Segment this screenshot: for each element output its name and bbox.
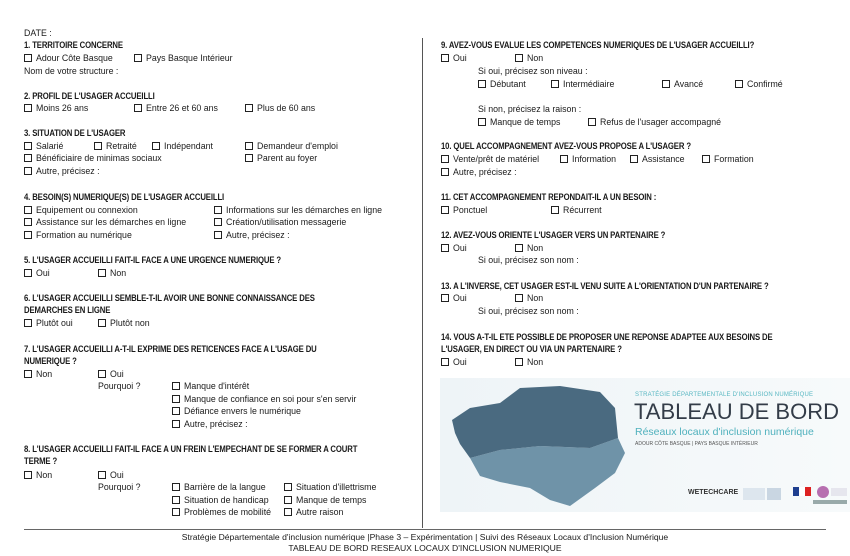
checkbox-icon[interactable]	[588, 118, 596, 126]
checkbox-option[interactable]	[134, 102, 218, 114]
checkbox-option[interactable]	[515, 52, 543, 64]
option-label: Formation au numérique	[36, 230, 132, 240]
checkbox-option[interactable]	[24, 267, 50, 279]
checkbox-option[interactable]	[24, 152, 162, 164]
option-label: Assistance sur les démarches en ligne	[36, 217, 187, 227]
q7-title-cont: NUMERIQUE ?	[24, 356, 77, 366]
checkbox-icon[interactable]	[172, 483, 180, 491]
checkbox-option[interactable]	[441, 242, 467, 254]
option-label: Informations sur les démarches en ligne	[226, 205, 382, 215]
option-label: Débutant	[490, 79, 526, 89]
option-label: Manque de confiance en soi pour s'en servir	[184, 394, 357, 404]
option-label: Non	[36, 470, 53, 480]
checkbox-icon[interactable]	[515, 294, 523, 302]
checkbox-icon[interactable]	[24, 54, 32, 62]
checkbox-icon[interactable]	[24, 471, 32, 479]
option-label: Non	[36, 369, 53, 379]
option-label: Moins 26 ans	[36, 103, 89, 113]
checkbox-icon[interactable]	[441, 358, 449, 366]
checkbox-option[interactable]	[551, 204, 602, 216]
option-label: Formation	[714, 154, 754, 164]
checkbox-option[interactable]	[441, 52, 467, 64]
footer-line-2: TABLEAU DE BORD RESEAUX LOCAUX D'INCLUSION NUMERIQUE	[288, 543, 562, 553]
q12-title: 12. AVEZ-VOUS ORIENTE L'USAGER VERS UN PARTENAIRE ?	[441, 230, 666, 240]
checkbox-option[interactable]	[24, 216, 186, 228]
checkbox-icon[interactable]	[24, 319, 32, 327]
option-label: Vente/prêt de matériel	[453, 154, 540, 164]
option-label: Non	[527, 357, 544, 367]
checkbox-option[interactable]	[24, 204, 138, 216]
banner-subtitle: Réseaux locaux d'inclusion numérique	[635, 426, 814, 438]
checkbox-icon[interactable]	[134, 54, 142, 62]
option-label: Problèmes de mobilité	[184, 507, 272, 517]
checkbox-icon[interactable]	[98, 269, 106, 277]
checkbox-icon[interactable]	[172, 382, 180, 390]
checkbox-icon[interactable]	[515, 54, 523, 62]
checkbox-option[interactable]	[24, 317, 73, 329]
q6-title-cont: DEMARCHES EN LIGNE	[24, 305, 111, 315]
checkbox-icon[interactable]	[24, 142, 32, 150]
option-label: Plus de 60 ans	[257, 103, 316, 113]
option-label: Création/utilisation messagerie	[226, 217, 347, 227]
option-label: Manque de temps	[296, 495, 367, 505]
checkbox-icon[interactable]	[94, 142, 102, 150]
checkbox-icon[interactable]	[441, 155, 449, 163]
option-label: Oui	[453, 243, 467, 253]
checkbox-option[interactable]	[245, 140, 338, 152]
checkbox-option[interactable]	[478, 78, 526, 90]
checkbox-option[interactable]	[24, 52, 113, 64]
checkbox-option[interactable]	[284, 506, 343, 518]
checkbox-icon[interactable]	[24, 231, 32, 239]
checkbox-option[interactable]	[441, 153, 539, 165]
checkbox-icon[interactable]	[152, 142, 160, 150]
option-label: Oui	[110, 470, 124, 480]
checkbox-option[interactable]	[478, 116, 560, 128]
if-yes-label: Si oui, précisez son niveau :	[478, 66, 588, 76]
checkbox-icon[interactable]	[24, 104, 32, 112]
checkbox-option[interactable]	[24, 102, 88, 114]
option-label: Autre, précisez :	[226, 230, 290, 240]
option-label: Situation d'illettrisme	[296, 482, 377, 492]
q13-title: 13. A L'INVERSE, CET USAGER EST-IL VENU SUITE A L'ORIENTATION D'UN PARTENAIRE ?	[441, 281, 769, 291]
checkbox-option[interactable]	[441, 166, 517, 178]
checkbox-icon[interactable]	[284, 483, 292, 491]
footer-divider	[24, 529, 826, 530]
option-label: Barrière de la langue	[184, 482, 266, 492]
checkbox-option[interactable]	[441, 204, 487, 216]
checkbox-option[interactable]	[172, 393, 356, 405]
partner-name-field[interactable]: Si oui, précisez son nom :	[478, 255, 579, 265]
checkbox-icon[interactable]	[441, 294, 449, 302]
checkbox-icon[interactable]	[24, 218, 32, 226]
checkbox-icon[interactable]	[662, 80, 670, 88]
checkbox-option[interactable]	[172, 418, 248, 430]
option-label: Récurrent	[563, 205, 602, 215]
checkbox-icon[interactable]	[441, 168, 449, 176]
checkbox-icon[interactable]	[98, 319, 106, 327]
banner-title: TABLEAU DE BORD	[634, 399, 839, 424]
option-label: Assistance	[642, 154, 685, 164]
banner-kicker: STRATÉGIE DÉPARTEMENTALE D'INCLUSION NUMÉRIQUE	[635, 392, 814, 398]
checkbox-option[interactable]	[172, 494, 269, 506]
checkbox-option[interactable]	[24, 368, 52, 380]
checkbox-icon[interactable]	[172, 496, 180, 504]
option-label: Non	[527, 243, 544, 253]
checkbox-option[interactable]	[515, 292, 543, 304]
column-divider	[422, 38, 423, 528]
q14-title-cont: L'USAGER, EN DIRECT OU VIA UN PARTENAIRE ?	[441, 344, 622, 354]
checkbox-option[interactable]	[560, 153, 616, 165]
checkbox-option[interactable]	[152, 140, 213, 152]
checkbox-option[interactable]	[172, 506, 271, 518]
checkbox-icon[interactable]	[214, 231, 222, 239]
checkbox-option[interactable]	[515, 356, 543, 368]
checkbox-icon[interactable]	[245, 142, 253, 150]
option-label: Autre raison	[296, 507, 344, 517]
checkbox-option[interactable]	[284, 494, 366, 506]
dashboard-banner	[440, 378, 850, 512]
option-label: Demandeur d'emploi	[257, 141, 338, 151]
checkbox-icon[interactable]	[630, 155, 638, 163]
option-label: Oui	[453, 53, 467, 63]
option-label: Ponctuel	[453, 205, 488, 215]
checkbox-option[interactable]	[214, 216, 346, 228]
checkbox-icon[interactable]	[515, 244, 523, 252]
checkbox-option[interactable]	[24, 469, 52, 481]
checkbox-icon[interactable]	[284, 496, 292, 504]
checkbox-icon[interactable]	[551, 206, 559, 214]
checkbox-option[interactable]	[245, 102, 315, 114]
why-label: Pourquoi ?	[98, 381, 141, 391]
checkbox-icon[interactable]	[284, 508, 292, 516]
option-label: Manque de temps	[490, 117, 561, 127]
checkbox-option[interactable]	[134, 52, 233, 64]
option-label: Oui	[36, 268, 50, 278]
if-no-label: Si non, précisez la raison :	[478, 104, 582, 114]
checkbox-option[interactable]	[441, 292, 467, 304]
option-label: Adour Côte Basque	[36, 53, 113, 63]
partner-logos	[743, 484, 848, 508]
checkbox-option[interactable]	[284, 481, 376, 493]
checkbox-icon[interactable]	[214, 206, 222, 214]
checkbox-icon[interactable]	[24, 154, 32, 162]
wetechcare-logo: WETECHCARE	[688, 489, 739, 496]
option-label: Oui	[110, 369, 124, 379]
checkbox-option[interactable]	[441, 356, 467, 368]
partner-logos-icon	[743, 484, 848, 506]
option-label: Autre, précisez :	[184, 419, 248, 429]
checkbox-option[interactable]	[24, 229, 132, 241]
checkbox-icon[interactable]	[245, 154, 253, 162]
checkbox-icon[interactable]	[214, 218, 222, 226]
partner-name-field[interactable]: Si oui, précisez son nom :	[478, 306, 579, 316]
checkbox-icon[interactable]	[98, 370, 106, 378]
checkbox-icon[interactable]	[24, 370, 32, 378]
option-label: Non	[110, 268, 127, 278]
checkbox-icon[interactable]	[172, 395, 180, 403]
checkbox-icon[interactable]	[560, 155, 568, 163]
checkbox-option[interactable]	[515, 242, 543, 254]
checkbox-option[interactable]	[172, 405, 301, 417]
q9-title: 9. AVEZ-VOUS EVALUE LES COMPETENCES NUMERIQUES DE L'USAGER ACCUEILLI?	[441, 40, 755, 50]
checkbox-icon[interactable]	[245, 104, 253, 112]
checkbox-option[interactable]	[245, 152, 317, 164]
checkbox-option[interactable]	[662, 78, 703, 90]
q4-title: 4. BESOIN(S) NUMERIQUE(S) DE L'USAGER ACCUEILLI	[24, 192, 225, 202]
checkbox-icon[interactable]	[24, 206, 32, 214]
checkbox-icon[interactable]	[98, 471, 106, 479]
checkbox-option[interactable]	[24, 140, 63, 152]
checkbox-icon[interactable]	[515, 358, 523, 366]
banner-territories: ADOUR CÔTE BASQUE | PAYS BASQUE INTÉRIEUR	[635, 441, 758, 447]
option-label: Indépendant	[164, 141, 213, 151]
option-label: Non	[527, 293, 544, 303]
checkbox-option[interactable]	[551, 78, 614, 90]
checkbox-icon[interactable]	[441, 54, 449, 62]
checkbox-option[interactable]	[630, 153, 685, 165]
option-label: Oui	[453, 357, 467, 367]
q1-title: 1. TERRITOIRE CONCERNE	[24, 40, 123, 50]
option-label: Autre, précisez :	[453, 167, 517, 177]
q8-title-cont: TERME ?	[24, 456, 58, 466]
q7-title: 7. L'USAGER ACCUEILLI A-T-IL EXPRIME DES RETICENCES FACE A L'USAGE DU	[24, 344, 317, 354]
checkbox-icon[interactable]	[702, 155, 710, 163]
option-label: Autre, précisez :	[36, 166, 100, 176]
checkbox-icon[interactable]	[441, 244, 449, 252]
option-label: Plutôt non	[110, 318, 150, 328]
checkbox-option[interactable]	[214, 229, 290, 241]
q14-title: 14. VOUS A-T-IL ETE POSSIBLE DE PROPOSER UNE REPONSE ADAPTEE AUX BESOINS DE	[441, 332, 773, 342]
checkbox-icon[interactable]	[478, 80, 486, 88]
option-label: Entre 26 et 60 ans	[146, 103, 218, 113]
checkbox-option[interactable]	[98, 317, 150, 329]
checkbox-icon[interactable]	[172, 508, 180, 516]
option-label: Intermédiaire	[563, 79, 615, 89]
option-label: Information	[572, 154, 617, 164]
option-label: Bénéficiaire de minimas sociaux	[36, 153, 162, 163]
option-label: Situation de handicap	[184, 495, 269, 505]
option-label: Non	[527, 53, 544, 63]
option-label: Plutôt oui	[36, 318, 73, 328]
option-label: Equipement ou connexion	[36, 205, 138, 215]
checkbox-option[interactable]	[735, 78, 783, 90]
checkbox-icon[interactable]	[551, 80, 559, 88]
option-label: Retraité	[106, 141, 137, 151]
checkbox-icon[interactable]	[735, 80, 743, 88]
footer-line-1: Stratégie Départementale d'inclusion numérique |Phase 3 – Expérimentation | Suivi des Réseaux Locaux d'Inclusion Numérique	[181, 532, 669, 542]
structure-name-field[interactable]: Nom de votre structure :	[24, 66, 119, 76]
q8-title: 8. L'USAGER ACCUEILLI FAIT-IL FACE A UN FREIN L'EMPECHANT DE SE FORMER A COURT	[24, 444, 358, 454]
checkbox-icon[interactable]	[24, 167, 32, 175]
checkbox-option[interactable]	[702, 153, 754, 165]
checkbox-icon[interactable]	[478, 118, 486, 126]
checkbox-icon[interactable]	[172, 407, 180, 415]
checkbox-option[interactable]	[98, 469, 124, 481]
checkbox-icon[interactable]	[172, 420, 180, 428]
option-label: Confirmé	[747, 79, 783, 89]
q2-title: 2. PROFIL DE L'USAGER ACCUEILLI	[24, 91, 155, 101]
checkbox-option[interactable]	[172, 380, 249, 392]
q3-title: 3. SITUATION DE L'USAGER	[24, 128, 126, 138]
checkbox-option[interactable]	[172, 481, 266, 493]
option-label: Oui	[453, 293, 467, 303]
checkbox-option[interactable]	[214, 204, 382, 216]
checkbox-option[interactable]	[98, 267, 126, 279]
option-label: Manque d'intérêt	[184, 381, 250, 391]
q6-title: 6. L'USAGER ACCUEILLI SEMBLE-T-IL AVOIR UNE BONNE CONNAISSANCE DES	[24, 293, 315, 303]
date-label: DATE :	[24, 28, 52, 38]
checkbox-option[interactable]	[588, 116, 721, 128]
checkbox-option[interactable]	[94, 140, 137, 152]
map-illustration	[440, 378, 630, 512]
q11-title: 11. CET ACCOMPAGNEMENT REPONDAIT-IL A UN BESOIN :	[441, 192, 657, 202]
checkbox-icon[interactable]	[441, 206, 449, 214]
checkbox-icon[interactable]	[134, 104, 142, 112]
q5-title: 5. L'USAGER ACCUEILLI FAIT-IL FACE A UNE URGENCE NUMERIQUE ?	[24, 255, 282, 265]
checkbox-icon[interactable]	[24, 269, 32, 277]
q10-title: 10. QUEL ACCOMPAGNEMENT AVEZ-VOUS PROPOSE A L'USAGER ?	[441, 141, 691, 151]
option-label: Pays Basque Intérieur	[146, 53, 233, 63]
option-label: Salarié	[36, 141, 64, 151]
option-label: Refus de l'usager accompagné	[600, 117, 722, 127]
option-label: Parent au foyer	[257, 153, 318, 163]
option-label: Défiance envers le numérique	[184, 406, 301, 416]
why-label: Pourquoi ?	[98, 482, 141, 492]
option-label: Avancé	[674, 79, 704, 89]
checkbox-option[interactable]	[24, 165, 100, 177]
checkbox-option[interactable]	[98, 368, 124, 380]
